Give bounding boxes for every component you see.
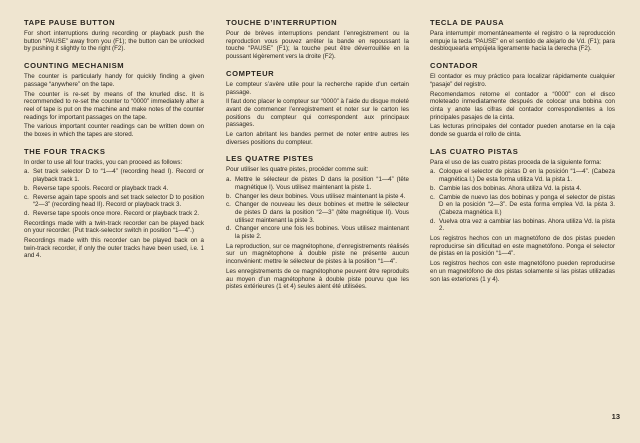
list-marker: d.: [430, 217, 436, 225]
column-french: [226, 18, 409, 299]
section: [24, 147, 204, 260]
paragraph: Para el uso de las cuatro pistas proceda de la siguiente forma:: [430, 158, 602, 166]
step-list: [430, 168, 615, 233]
paragraph: Il faut donc placer le compteur sur “0000” à l’aide du disque moleté avant de commencer l’enregistrement et noter sur le carton les positions du compteur qui correspondent aux principaux passages.: [226, 98, 409, 129]
list-item: [24, 194, 204, 209]
paragraph: Para interrumpir momentáneamente el registro o la reproducción empuje la tecla “PAUSE” en el sentido de alejarlo de Vd. (F1); para desbloquearla empújela ligeramente hacia la derecha (F2).: [430, 30, 615, 53]
section-heading: LAS CUATRO PISTAS: [430, 146, 519, 156]
list-marker: d.: [226, 225, 232, 233]
list-item: [24, 210, 204, 218]
paragraph: The various important counter readings can be written down on the boxes in which the tapes are stored.: [24, 123, 204, 139]
list-item-text: Reverse tape spools once more. Record or playback track 2.: [33, 209, 200, 217]
paragraph: La reproduction, sur ce magnétophone, d’enregistrements réalisés sur un magnétophone à double piste ne présente aucun inconvénient: mettre le sélecteur de pistes à la position “1—4”.: [226, 242, 409, 266]
list-item-text: Changer les deux bobines. Vous utilisez maintenant la piste 4.: [235, 192, 406, 200]
paragraph: Recordings made with a twin-track recorder can be played back on your recorder. (Put track-selector switch in position “1—4”.): [24, 219, 204, 235]
list-item: [226, 201, 409, 224]
list-marker: b.: [24, 184, 30, 192]
section: [430, 18, 615, 53]
column-english: [24, 18, 204, 268]
step-list: [24, 168, 204, 217]
list-item-text: Cambie las dos bobinas. Ahora utiliza Vd. la pista 4.: [439, 184, 582, 192]
section: [24, 61, 204, 139]
section-heading: CONTADOR: [430, 61, 479, 71]
section-heading: COMPTEUR: [226, 68, 275, 78]
list-item-text: Cambie de nuevo las dos bobinas y ponga el selector de pistas D en la posición “2—3”. De esta forma emplea Vd. la pista 3. (Cabeza magnética II.): [439, 193, 615, 216]
section: [226, 18, 409, 61]
section: [430, 147, 615, 284]
list-item-text: Changer encore une fois les bobines. Vous utilisez maintenant la piste 2.: [235, 225, 409, 241]
paragraph: The counter is particularly handy for quickly finding a given passage “anywhere” on the tape.: [24, 73, 204, 88]
section-heading: THE FOUR TRACKS: [24, 146, 106, 156]
paragraph: Le compteur s’avère utile pour la recherche rapide d’un certain passage.: [226, 80, 409, 96]
list-item: [24, 185, 204, 193]
paragraph: Le carton abritant les bandes permet de noter entre autres les diverses positions du compteur.: [226, 131, 409, 146]
step-list: [226, 176, 409, 241]
list-item: [226, 193, 409, 201]
list-item: [430, 218, 615, 233]
list-item: [430, 185, 615, 193]
paragraph: Recordings made with this recorder can be played back on a twin-track recorder, if only the outer tracks have been used, i.e. 1 and 4.: [24, 237, 204, 260]
list-item-text: Coloque el selector de pistas D en la posición “1—4”. (Cabeza magnética I.) De esta forma utiliza Vd. la pista 1.: [439, 168, 615, 184]
list-item-text: Reverse tape spools. Record or playback track 4.: [33, 184, 169, 192]
section: [24, 18, 204, 53]
list-item-text: Changer de nouveau les deux bobines et mettre le sélecteur de pistes D dans la position “2—3” (tête magnétique II). Vous utilisez maintenant la piste 3.: [235, 201, 409, 224]
list-item-text: Vuelva otra vez a cambiar las bobinas. Ahora utiliza Vd. la pista 2.: [439, 217, 615, 233]
list-item-text: Set track selector D to “1—4” (recording head I). Record or playback track 1.: [33, 168, 204, 184]
paragraph: Recomendamos retorne el contador a “0000” con el disco moleteado inmediatamente después de colocar una bobina con cinta y anote las cifras del contador correspondientes a los principales pasajes de la cinta.: [430, 90, 615, 121]
list-marker: b.: [430, 184, 436, 192]
paragraph: El contador es muy práctico para localizar rápidamente cualquier “pasaje” del registro.: [430, 73, 615, 88]
list-item-text: Mettre le sélecteur de pistes D dans la position “1—4” (tête magnétique I). Vous utilisez maintenant la piste 1.: [235, 176, 409, 191]
list-marker: a.: [226, 176, 232, 184]
section-heading: COUNTING MECHANISM: [24, 61, 125, 71]
paragraph: Les enregistrements de ce magnétophone peuvent être reproduits au moyen d’un magnétophone à double piste pourvu que les pistes extérieures (1 et 4) seules aient été utilisées.: [226, 267, 409, 291]
column-spanish: [430, 18, 615, 291]
section-heading: TOUCHE D’INTERRUPTION: [226, 18, 338, 27]
list-marker: c.: [430, 193, 435, 201]
list-marker: c.: [24, 193, 29, 201]
section: [226, 69, 409, 147]
list-item: [226, 225, 409, 240]
page-number: 13: [611, 412, 620, 421]
paragraph: Pour de brèves interruptions pendant l’enregistrement ou la reproduction vous pouvez arrêter la bande en repoussant la touche “PAUSE” (F1); la touche peut être déverrouillée en la poussant légèrement vers la droite (F2).: [226, 30, 409, 61]
list-item: [226, 176, 409, 191]
list-marker: a.: [430, 168, 436, 176]
paragraph: Los registros hechos con este magnetófono pueden reproducirse en un magnetófono de dos pistas solamente si las pistas utilizadas son las exteriores (1 y 4).: [430, 260, 615, 283]
paragraph: Las lecturas principales del contador pueden anotarse en la caja donde se guarda el rollo de cinta.: [430, 123, 615, 139]
paragraph: In order to use all four tracks, you can proceed as follows:: [24, 158, 183, 166]
section-heading: TAPE PAUSE BUTTON: [24, 18, 116, 27]
list-item: [24, 168, 204, 183]
paragraph: The counter is re-set by means of the knurled disc. It is recommended to re-set the counter to “0000” immediately after a reel of tape is put on the machine and make notes of the counter readings for important passages on the tape.: [24, 90, 204, 121]
list-marker: c.: [226, 201, 231, 209]
list-item-text: Reverse again tape spools and set track selector D to position “2—3” (recording head II). Record or playback track 3.: [33, 193, 204, 209]
section-heading: LES QUATRE PISTES: [226, 154, 314, 164]
list-marker: b.: [226, 192, 232, 200]
paragraph: Pour utiliser les quatre pistes, procéder comme suit:: [226, 166, 369, 174]
list-marker: d.: [24, 209, 30, 217]
list-item: [430, 194, 615, 217]
section: [430, 61, 615, 139]
paragraph: Los registros hechos con un magnetófono de dos pistas pueden reproducirse sin dificultad en este magnetófono. Ponga el selector de pistas en la posición “1—4”.: [430, 235, 615, 258]
list-marker: a.: [24, 168, 30, 176]
list-item: [430, 168, 615, 183]
section-heading: TECLA DE PAUSA: [430, 18, 505, 27]
section: [226, 154, 409, 291]
paragraph: For short interruptions during recording or playback push the button “PAUSE” away from you (F1); the button can be unlocked by pushing it slightly to the right (F2).: [24, 30, 204, 53]
